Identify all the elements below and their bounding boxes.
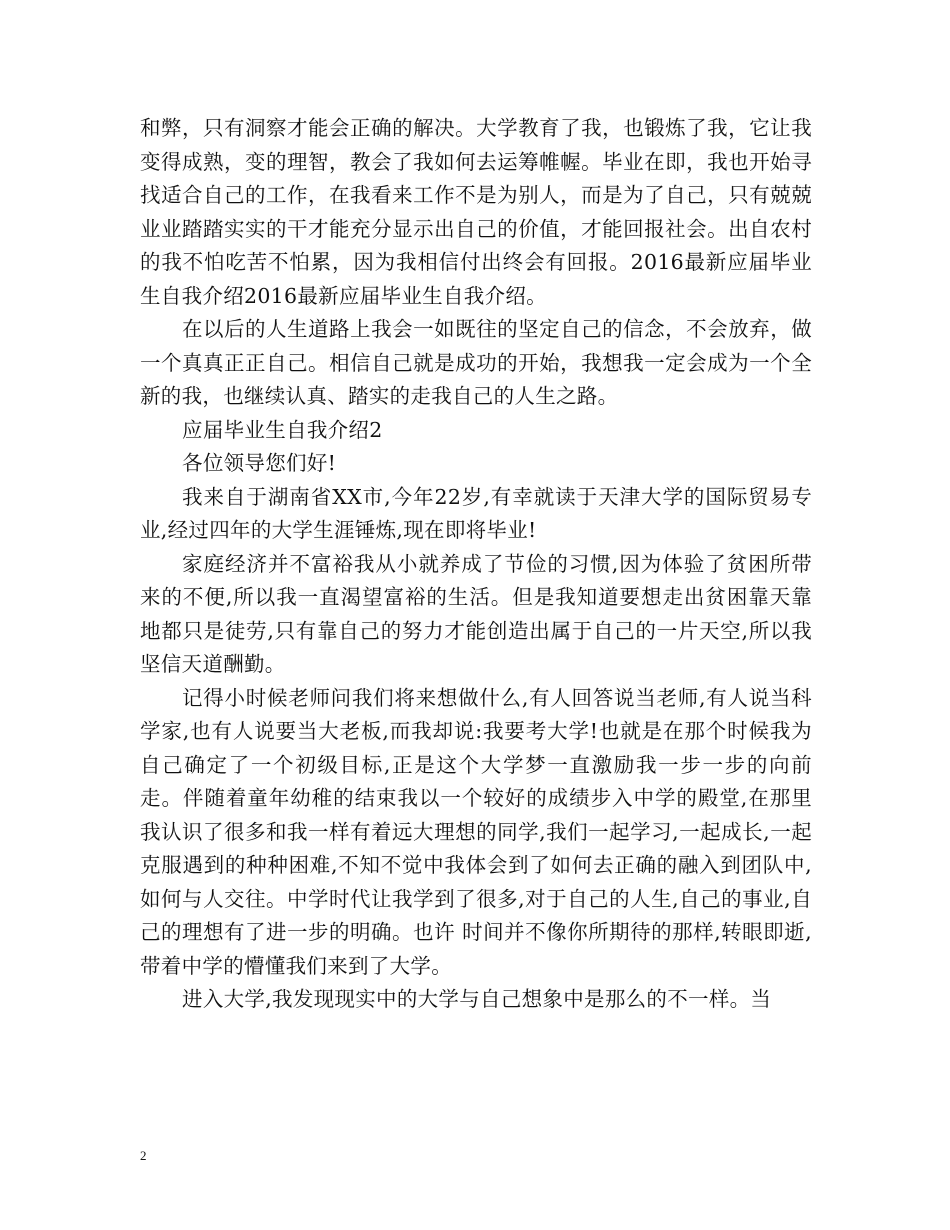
paragraph-4: 家庭经济并不富裕我从小就养成了节俭的习惯,因为体验了贫困所带来的不便,所以我一直渴望富裕的生活。但是我知道要想走出贫困靠天靠地都只是徒劳,只有靠自己的努力才能创造出属于自己的一片天空,所以我坚信天道酬勤。 <box>140 551 812 676</box>
paragraph-1: 和弊，只有洞察才能会正确的解决。大学教育了我，也锻炼了我，它让我变得成熟，变的理智，教会了我如何去运筹帷幄。毕业在即，我也开始寻找适合自己的工作，在我看来工作不是为别人，而是为了自己，只有兢兢业业踏踏实实的干才能充分显示出自己的价值，才能回报社会。出自农村的我不怕吃苦不怕累，因为我相信付出终会有回报。2016最新应届毕业生自我介绍2016最新应届毕业生自我介绍。 <box>140 116 812 308</box>
paragraph-2: 在以后的人生道路上我会一如既往的坚定自己的信念，不会放弃，做一个真真正正自己。相信自己就是成功的开始，我想我一定会成为一个全新的我，也继续认真、踏实的走我自己的人生之路。 <box>140 317 812 408</box>
paragraph-3: 我来自于湖南省XX市,今年22岁,有幸就读于天津大学的国际贸易专业,经过四年的大学生涯锤炼,现在即将毕业! <box>140 484 812 542</box>
section-heading: 应届毕业生自我介绍2 <box>182 417 383 442</box>
greeting: 各位领导您们好! <box>182 451 337 475</box>
body-text <box>140 112 812 1017</box>
paragraph-5: 记得小时候老师问我们将来想做什么,有人回答说当老师,有人说当科学家,也有人说要当大老板,而我却说:我要考大学!也就是在那个时候我为自己确定了一个初级目标,正是这个大学梦一直激励我一步一步的向前走。伴随着童年幼稚的结束我以一个较好的成绩步入中学的殿堂,在那里我认识了很多和我一样有着远大理想的同学,我们一起学习,一起成长,一起克服遇到的种种困难,不知不觉中我体会到了如何去正确的融入到团队中,如何与人交往。中学时代让我学到了很多,对于自己的人生,自己的事业,自己的理想有了进一步的明确。也许 时间并不像你所期待的那样,转眼即逝,带着中学的懵懂我们来到了大学。 <box>140 685 812 978</box>
paragraph-6: 进入大学,我发现现实中的大学与自己想象中是那么的不一样。当 <box>182 987 772 1011</box>
page-number: 2 <box>140 1148 147 1163</box>
